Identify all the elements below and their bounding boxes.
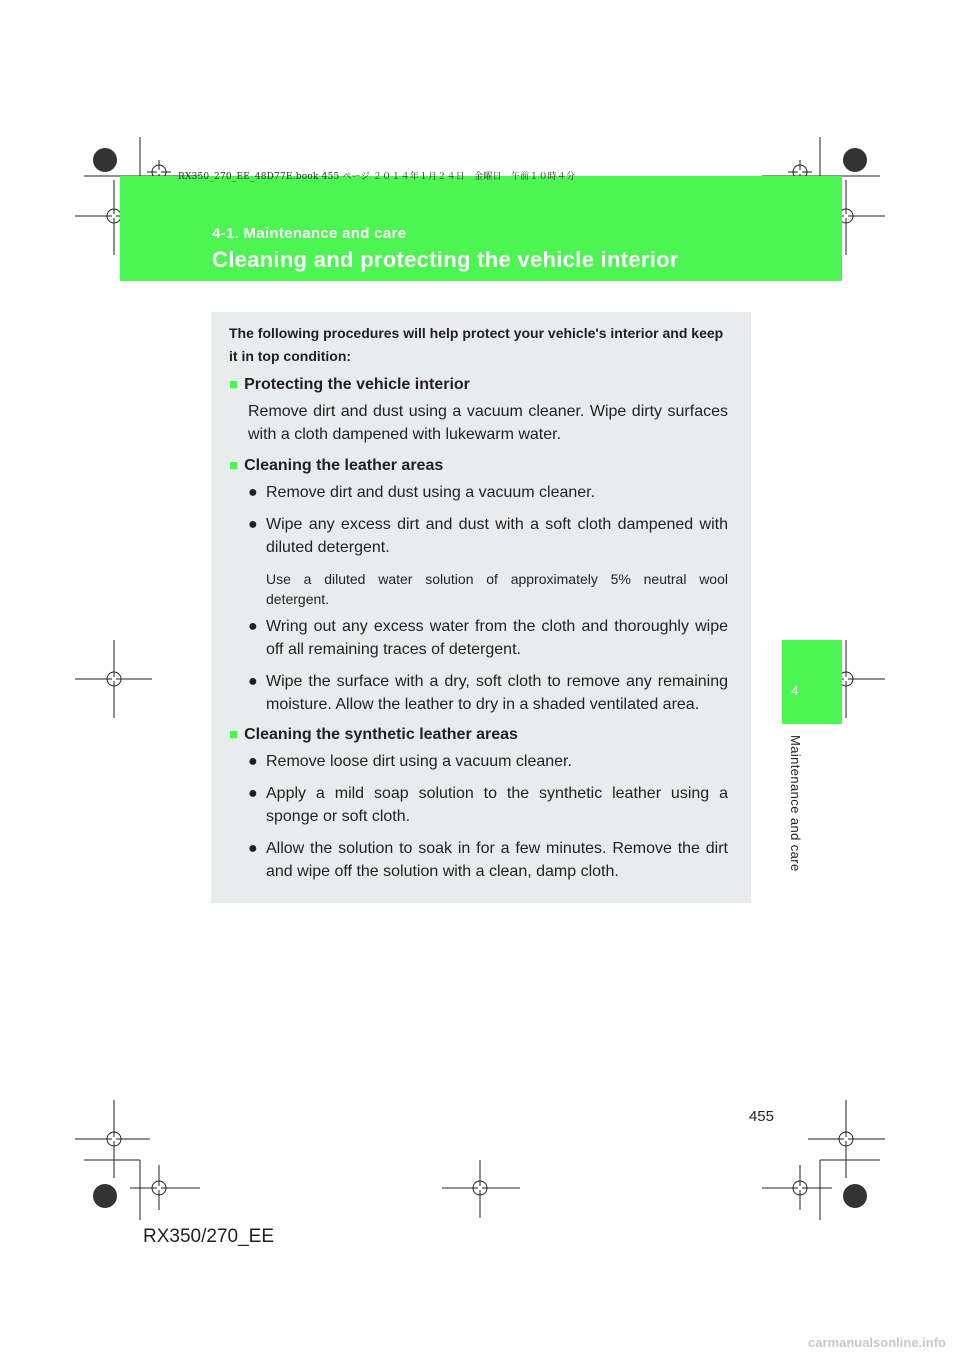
chapter-tab xyxy=(782,640,842,724)
section-heading xyxy=(229,455,443,477)
list-item: Remove dirt and dust using a vacuum cleaner. xyxy=(266,484,596,501)
bullet-icon: ● xyxy=(248,840,258,857)
section-heading xyxy=(229,724,518,746)
bullet-icon: ● xyxy=(248,484,258,501)
bullet-icon: ● xyxy=(248,673,258,690)
chapter-number: 4 xyxy=(791,683,799,698)
heading-text: Cleaning the leather areas xyxy=(244,457,444,474)
bullet-icon: ● xyxy=(248,618,258,635)
note-text: Use a diluted water solution of approximately 5% neutral wool xyxy=(266,571,728,587)
page-title: Cleaning and protecting the vehicle interior xyxy=(212,247,679,272)
model-code: RX350/270_EE xyxy=(143,1226,274,1247)
book-info: RX350_270_EE_48D77E.book 455 ページ ２０１４年１月２４日 金曜日 午前１０時４分 xyxy=(178,172,576,182)
section-heading xyxy=(229,374,470,396)
list-item: Allow the solution to soak in for a few minutes. Remove the dirt and wipe off the solution with a clean, damp cloth. xyxy=(266,840,728,880)
watermark: carmanualsonline.info xyxy=(808,1335,946,1350)
heading-text: Cleaning the synthetic leather areas xyxy=(244,726,518,743)
bullet-icon: ● xyxy=(248,753,258,770)
square-bullet-icon: ■ xyxy=(229,457,239,474)
section-paragraph: Remove dirt and dust using a vacuum cleaner. Wipe dirty surfaces with a cloth dampened with lukewarm water. xyxy=(248,403,728,443)
page-number: 455 xyxy=(748,1108,774,1125)
list-item: Wipe any excess dirt and dust with a soft cloth dampened with diluted detergent. xyxy=(266,516,728,556)
list-item: Wipe the surface with a dry, soft cloth to remove any remaining moisture. Allow the leather to dry in a shaded ventilated area. xyxy=(266,673,728,713)
square-bullet-icon: ■ xyxy=(229,376,239,393)
chapter-label: Maintenance and care xyxy=(788,735,803,872)
intro-text: The following procedures will help protect your vehicle's interior and keep it in top condition: xyxy=(229,325,724,364)
heading-text: Protecting the vehicle interior xyxy=(244,376,470,393)
note-text-continued: detergent. xyxy=(266,591,330,607)
list-item: Wring out any excess water from the cloth and thoroughly wipe off all remaining traces of detergent. xyxy=(266,618,728,658)
list-item: Remove loose dirt using a vacuum cleaner. xyxy=(266,753,572,770)
bullet-icon: ● xyxy=(248,785,258,802)
section-label: 4-1. Maintenance and care xyxy=(212,225,407,242)
bullet-icon: ● xyxy=(248,516,258,533)
square-bullet-icon: ■ xyxy=(229,726,239,743)
list-item: Apply a mild soap solution to the synthetic leather using a sponge or soft cloth. xyxy=(266,785,728,825)
